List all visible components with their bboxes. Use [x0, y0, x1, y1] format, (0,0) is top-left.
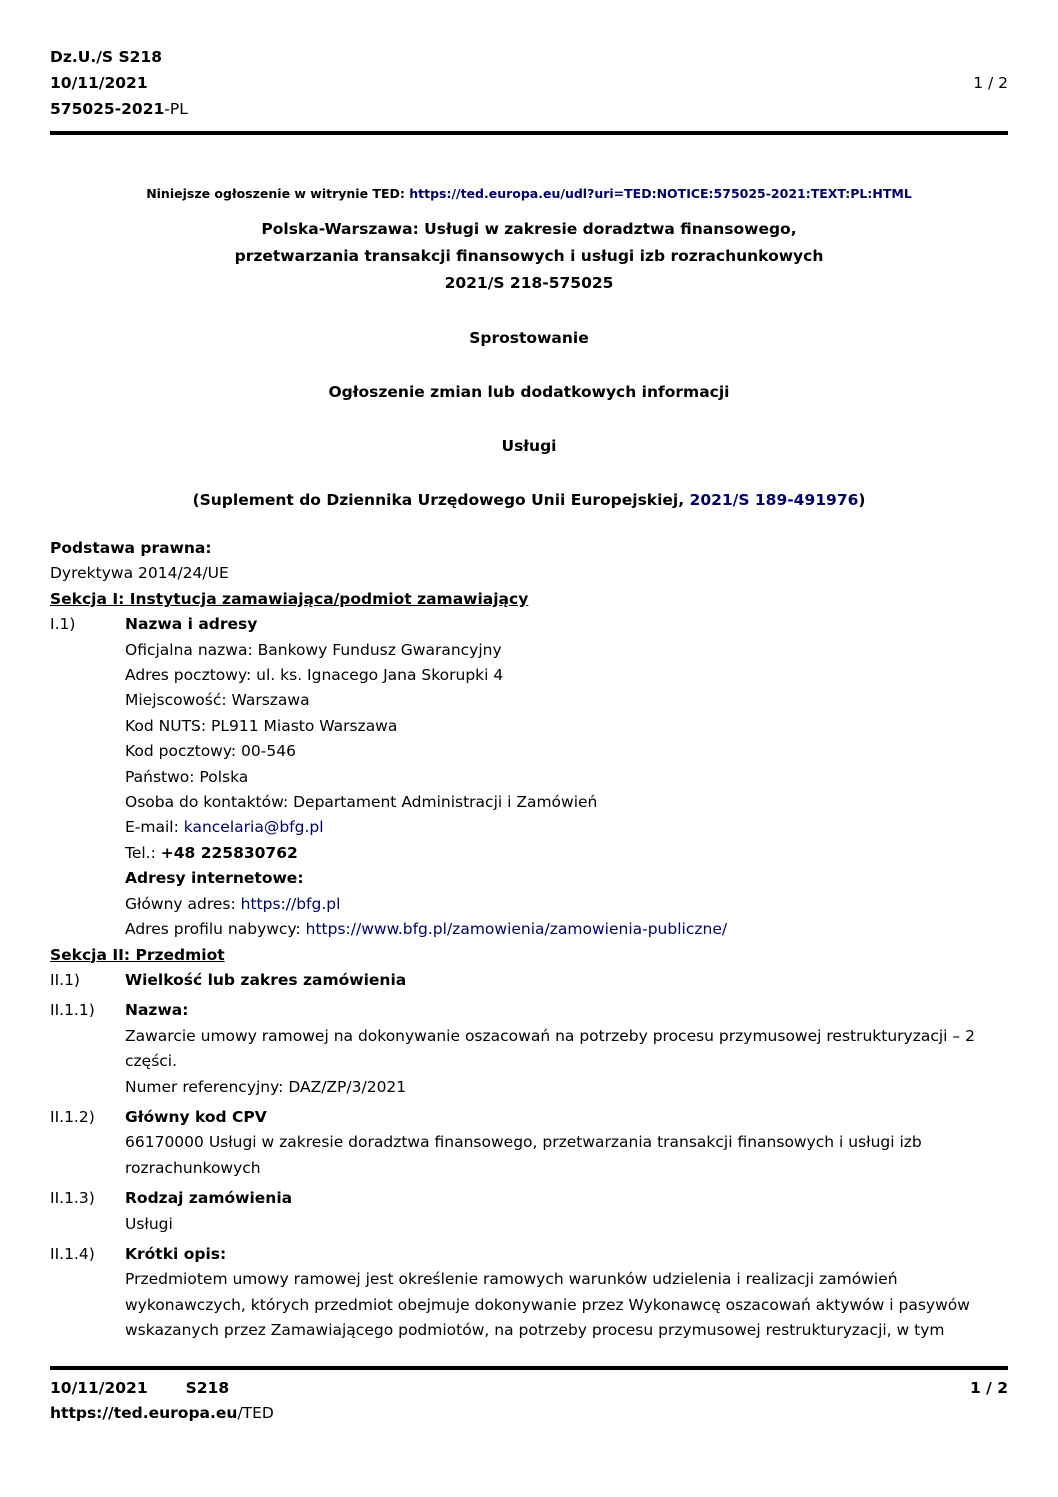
- footer-url-suffix: /TED: [237, 1404, 274, 1422]
- telephone-label: Tel.:: [125, 843, 161, 862]
- heading-services: Usługi: [501, 437, 557, 455]
- page-header: [50, 44, 1008, 122]
- telephone-value: +48 225830762: [160, 843, 298, 862]
- buyer-profile-line: [125, 917, 1008, 942]
- buyer-profile-label: Adres profilu nabywcy:: [125, 920, 306, 939]
- section-1: [50, 587, 1008, 943]
- address-line-postal-address: Adres pocztowy: ul. ks. Ignacego Jana Skorupki 4: [125, 666, 504, 685]
- section-2-item-scope: [50, 968, 1008, 993]
- publication-date: 10/11/2021: [50, 74, 148, 92]
- address-line-official-name: Oficjalna nazwa: Bankowy Fundusz Gwarancyjny: [125, 640, 502, 659]
- address-line-contact-person: Osoba do kontaktów: Departament Administracji i Zamówień: [125, 793, 598, 812]
- item-number: II.1.3): [50, 1189, 95, 1208]
- notice-language-suffix: -PL: [164, 100, 188, 118]
- email-label: E-mail:: [125, 818, 184, 837]
- footer-url-base[interactable]: https://ted.europa.eu: [50, 1404, 238, 1422]
- telephone-line: [125, 841, 1008, 866]
- footer-rule: [50, 1366, 1008, 1370]
- legal-basis-block: [50, 536, 1008, 587]
- item-number: II.1.1): [50, 1001, 95, 1020]
- item-title-scope: Wielkość lub zakres zamówienia: [125, 970, 407, 989]
- document-title: [50, 216, 1008, 297]
- legal-basis-value: Dyrektywa 2014/24/UE: [50, 564, 229, 583]
- supplement-prefix: (Suplement do Dziennika Urzędowego Unii Europejskiej,: [192, 491, 690, 509]
- ted-notice-line: [50, 185, 1008, 203]
- contract-type-value: Usługi: [125, 1214, 173, 1233]
- title-line-2: przetwarzania transakcji finansowych i usługi izb rozrachunkowych: [234, 247, 824, 265]
- footer-date: 10/11/2021: [50, 1379, 148, 1397]
- item-title-short-description: Krótki opis:: [125, 1244, 227, 1263]
- section-1-heading: Sekcja I: Instytucja zamawiająca/podmiot zamawiający: [50, 589, 529, 608]
- reference-number-line: Numer referencyjny: DAZ/ZP/3/2021: [125, 1077, 407, 1096]
- cpv-code-text: 66170000 Usługi w zakresie doradztwa finansowego, przetwarzania transakcji finansowych i usługi izb rozrachunkowych: [125, 1133, 922, 1177]
- item-title-name-and-addresses: Nazwa i adresy: [125, 615, 258, 634]
- header-rule: [50, 131, 1008, 135]
- supplement-oj-link[interactable]: 2021/S 189-491976: [689, 491, 859, 509]
- section-2: [50, 943, 1008, 1344]
- item-number: II.1.4): [50, 1244, 95, 1263]
- page-footer: [50, 1366, 1008, 1426]
- notice-number: 575025-2021: [50, 100, 165, 118]
- section-2-item-contract-type: [50, 1186, 1008, 1237]
- ted-notice-label: Niniejsze ogłoszenie w witrynie TED:: [146, 186, 410, 201]
- address-line-country: Państwo: Polska: [125, 767, 249, 786]
- heading-change-notice: Ogłoszenie zmian lub dodatkowych informacji: [328, 383, 730, 401]
- main-address-label: Główny adres:: [125, 894, 241, 913]
- short-description-text: Przedmiotem umowy ramowej jest określenie ramowych warunków udzielenia i realizacji zamówień wykonawczych, których przedmiot obejmuje dokonywanie przez Wykonawcę oszacowań aktywów i pasywów wskazanych przez Zamawiającego podmiotów, na potrzeby procesu przymusowej restrukturyzacji, w tym: [125, 1270, 970, 1340]
- section-2-item-short-description: [50, 1242, 1008, 1344]
- main-address-link[interactable]: https://bfg.pl: [240, 894, 341, 913]
- contract-name-text: Zawarcie umowy ramowej na dokonywanie oszacowań na potrzeby procesu przymusowej restrukturyzacji – 2 części.: [125, 1026, 975, 1071]
- legal-basis-label: Podstawa prawna:: [50, 539, 212, 557]
- heading-correction: Sprostowanie: [469, 329, 589, 347]
- address-line-town: Miejscowość: Warszawa: [125, 691, 310, 710]
- footer-series: S218: [185, 1379, 230, 1397]
- journal-number: Dz.U./S S218: [50, 48, 162, 66]
- buyer-profile-link[interactable]: https://www.bfg.pl/zamowienia/zamowienia-publiczne/: [305, 920, 728, 939]
- item-number: II.1): [50, 970, 80, 989]
- footer-page-indicator: 1 / 2: [969, 1379, 1008, 1397]
- title-line-3: 2021/S 218-575025: [444, 274, 614, 292]
- item-title-cpv: Główny kod CPV: [125, 1107, 267, 1126]
- ted-notice-url-link[interactable]: https://ted.europa.eu/udl?uri=TED:NOTICE:575025-2021:TEXT:PL:HTML: [409, 186, 912, 201]
- address-line-postal-code: Kod pocztowy: 00-546: [125, 742, 296, 761]
- internet-addresses-heading: Adresy internetowe:: [125, 869, 304, 888]
- item-number: I.1): [50, 615, 76, 634]
- title-line-1: Polska-Warszawa: Usługi w zakresie doradztwa finansowego,: [261, 220, 797, 238]
- section-2-heading: Sekcja II: Przedmiot: [50, 945, 225, 964]
- address-line-nuts-code: Kod NUTS: PL911 Miasto Warszawa: [125, 716, 398, 735]
- email-line: [125, 815, 1008, 840]
- footer-url-line: [50, 1401, 1008, 1426]
- page-indicator: 1 / 2: [973, 74, 1008, 92]
- email-link[interactable]: kancelaria@bfg.pl: [183, 818, 324, 837]
- section-2-item-name: [50, 998, 1008, 1100]
- supplement-line: [50, 487, 1008, 513]
- section-2-item-cpv: [50, 1105, 1008, 1181]
- item-number: II.1.2): [50, 1107, 95, 1126]
- supplement-suffix: ): [858, 491, 866, 509]
- item-title-contract-type: Rodzaj zamówienia: [125, 1189, 293, 1208]
- item-title-name: Nazwa:: [125, 1001, 189, 1020]
- section-1-item-1: [50, 612, 1008, 942]
- main-address-line: [125, 892, 1008, 917]
- notice-id: [50, 96, 1008, 122]
